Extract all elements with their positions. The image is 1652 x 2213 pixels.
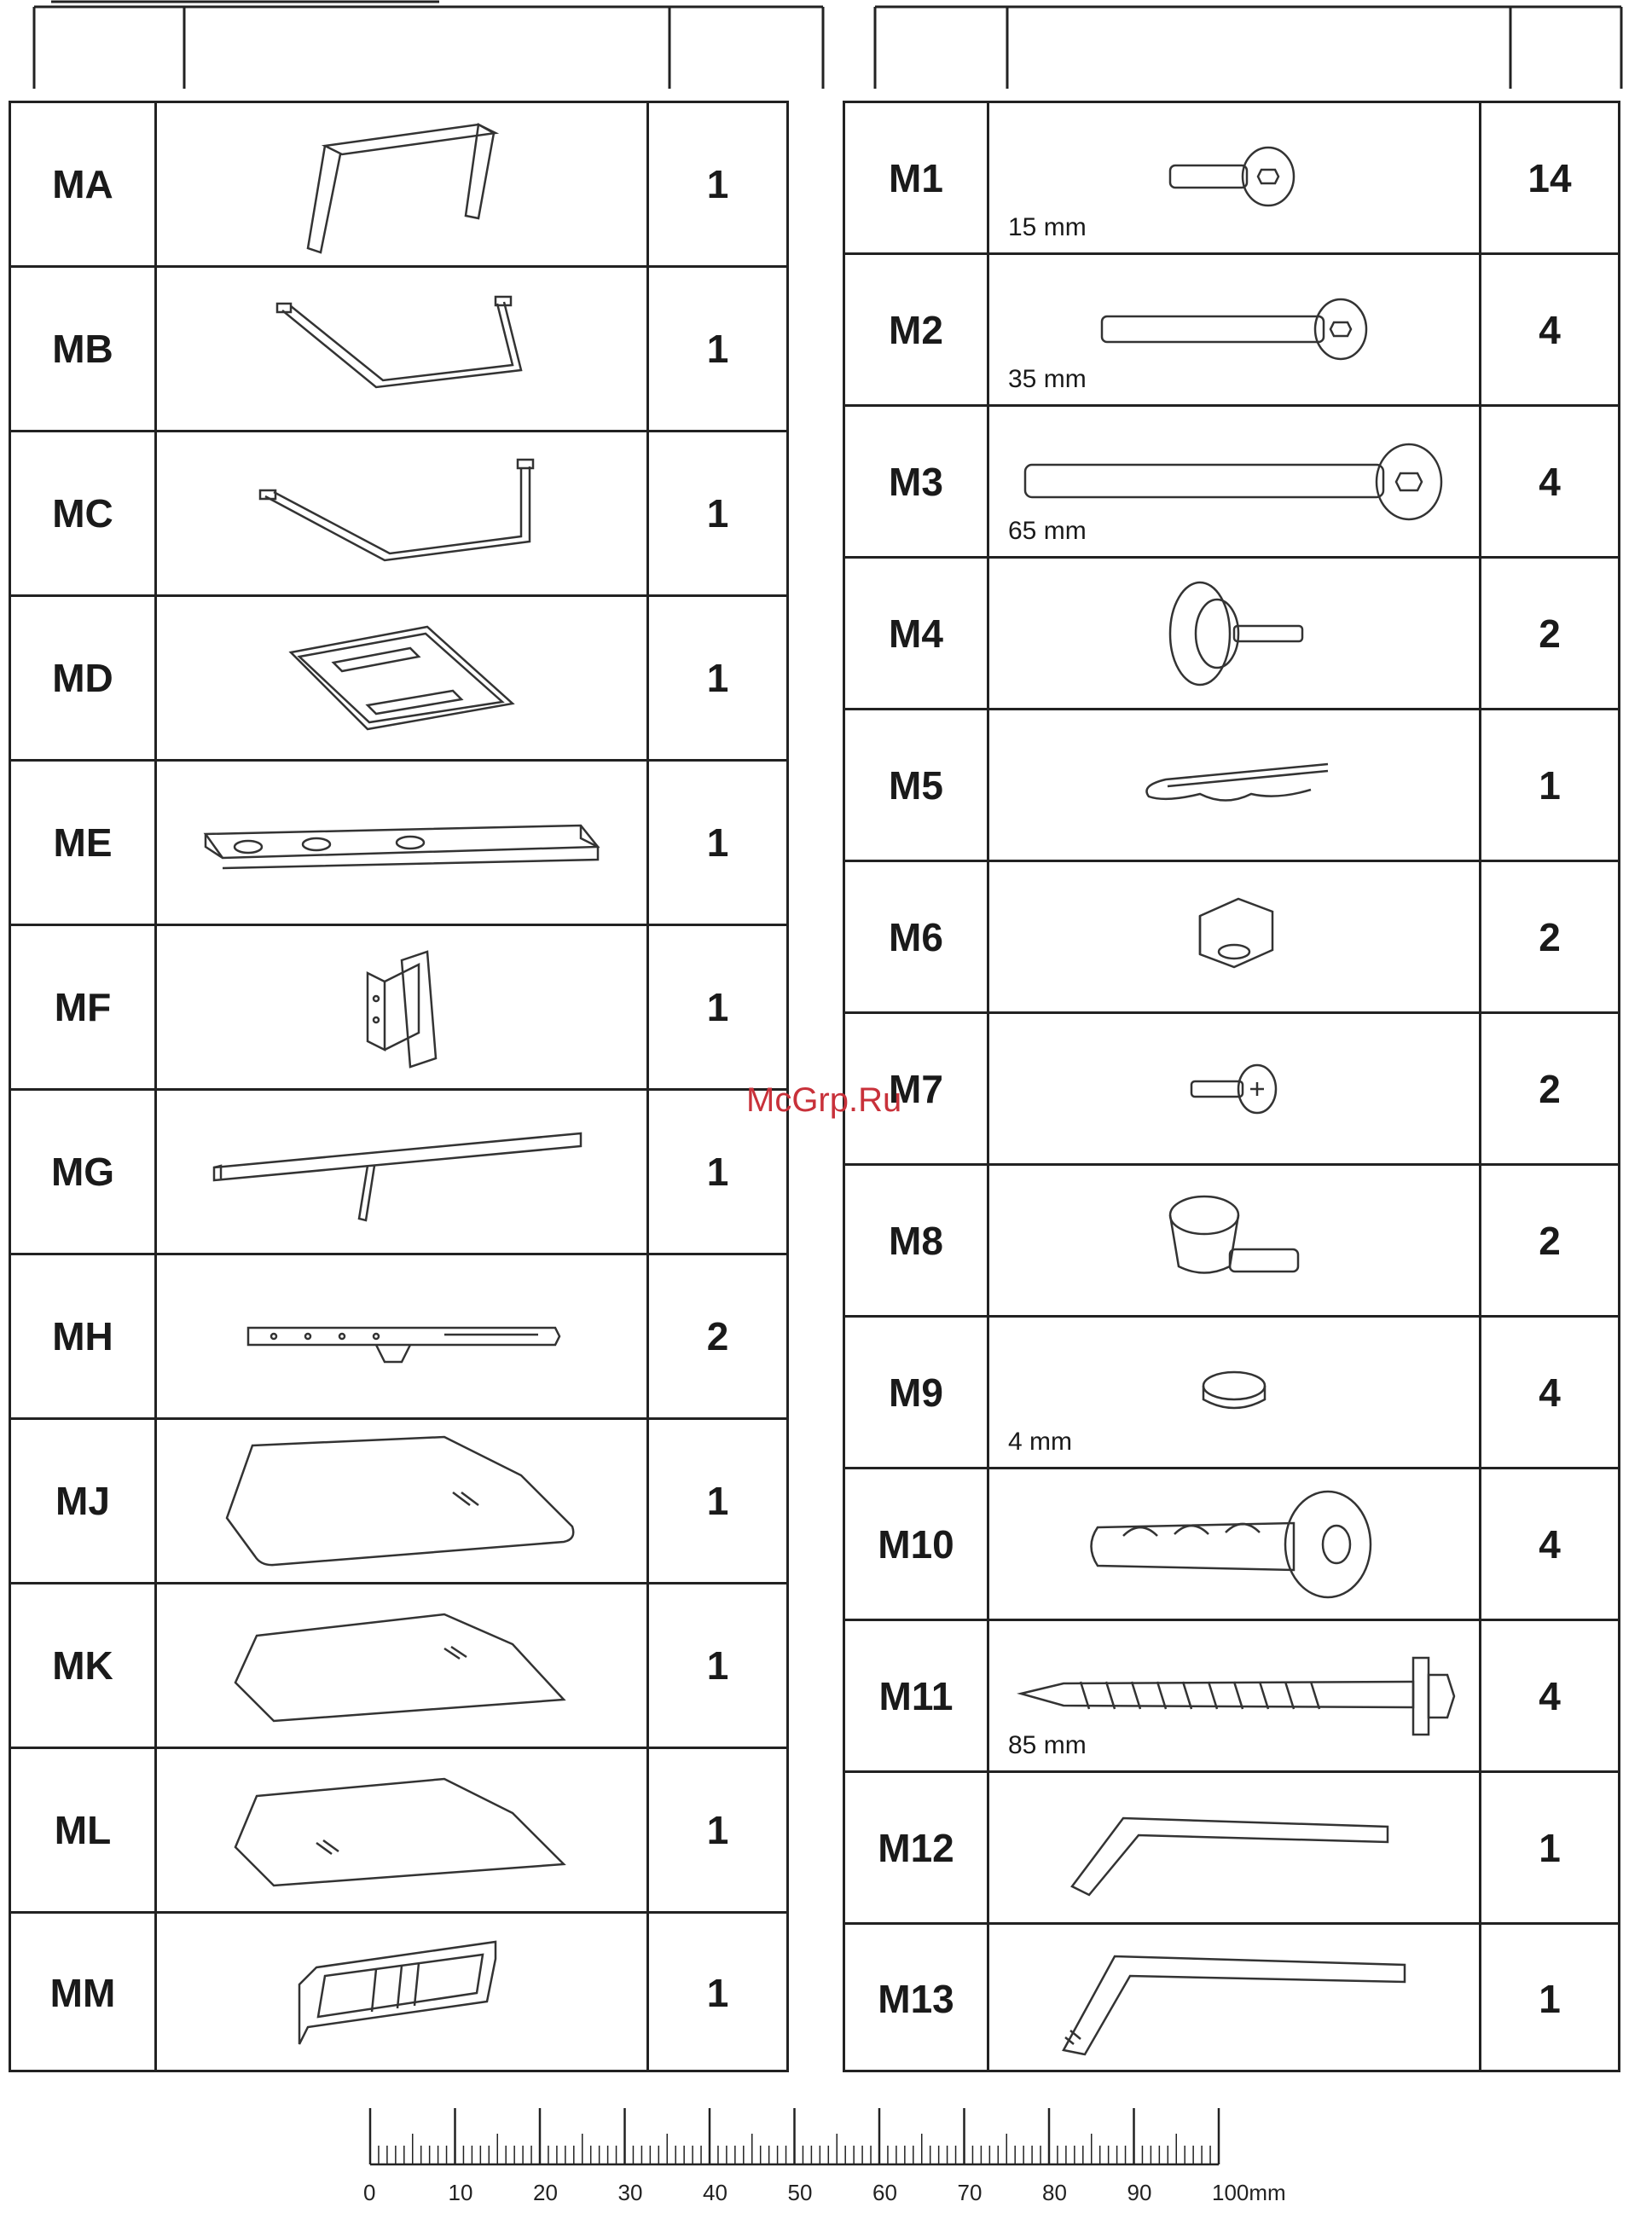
wall-plug-icon	[987, 1469, 1481, 1619]
table-row	[11, 762, 786, 926]
ruler-label: 100mm	[1212, 2180, 1286, 2205]
table-row	[11, 432, 786, 597]
table-row	[845, 103, 1618, 255]
table-row	[11, 1584, 786, 1749]
table-row	[845, 1925, 1618, 2072]
part-code: M10	[878, 1521, 954, 1567]
part-qty: 4	[1539, 1521, 1561, 1567]
part-qty: 14	[1527, 155, 1572, 200]
part-qty: 1	[706, 656, 729, 700]
cam-connector-icon	[987, 1166, 1481, 1315]
frame-leg-icon	[154, 103, 649, 265]
part-code: MJ	[55, 1479, 110, 1523]
part-qty: 1	[706, 1479, 729, 1523]
right-header-lines	[875, 7, 1626, 89]
part-qty: 4	[1539, 459, 1561, 504]
table-row	[11, 1420, 786, 1584]
part-qty: 2	[1539, 1066, 1561, 1111]
bolt-long-icon	[987, 407, 1481, 556]
bracket-frame-icon	[154, 432, 649, 594]
ruler-label: 50	[787, 2180, 813, 2205]
table-row	[845, 1014, 1618, 1166]
table-row	[845, 1469, 1618, 1621]
part-code: M13	[878, 1976, 954, 2021]
glass-shelf-large-icon	[154, 1420, 649, 1582]
table-row	[11, 268, 786, 432]
part-size: 4 mm	[1008, 1428, 1072, 1456]
ruler-label: 90	[1127, 2180, 1152, 2205]
part-code: ML	[54, 1808, 112, 1852]
mount-plate-icon	[154, 1914, 649, 2072]
part-code: M5	[889, 762, 943, 808]
table-row	[11, 1255, 786, 1420]
part-code: M7	[889, 1066, 943, 1111]
hinge-bracket-icon	[154, 926, 649, 1088]
part-size: 65 mm	[1008, 517, 1087, 545]
part-code: MA	[52, 162, 113, 206]
ruler-label: 30	[617, 2180, 643, 2205]
part-code: ME	[53, 820, 113, 865]
table-row	[845, 1621, 1618, 1773]
part-qty: 1	[706, 491, 729, 536]
part-qty: 1	[706, 985, 729, 1029]
table-row	[845, 710, 1618, 862]
part-code: M4	[889, 611, 943, 656]
ruler-label: 0	[363, 2180, 376, 2205]
part-code: MF	[54, 985, 112, 1029]
part-code: M3	[889, 459, 943, 504]
table-row	[11, 597, 786, 762]
screwdriver-key-icon	[987, 1925, 1481, 2072]
left-header	[34, 7, 827, 89]
part-qty: 1	[706, 1971, 729, 2015]
part-qty: 2	[1539, 914, 1561, 959]
table-row	[845, 559, 1618, 710]
part-code: MK	[52, 1643, 113, 1688]
part-code: MC	[52, 491, 113, 536]
small-screw-icon	[987, 1014, 1481, 1163]
ruler-label: 40	[703, 2180, 727, 2205]
part-code: MG	[50, 1150, 115, 1194]
long-bar-icon	[154, 1091, 649, 1253]
part-size: 35 mm	[1008, 365, 1087, 393]
ruler-label: 20	[533, 2180, 558, 2205]
tray-plate-icon	[154, 597, 649, 759]
bolt-medium-icon	[987, 255, 1481, 404]
table-row	[11, 1914, 786, 2072]
table-row	[845, 862, 1618, 1014]
table-row	[845, 407, 1618, 559]
part-qty: 2	[706, 1314, 729, 1359]
part-code: M11	[878, 1673, 954, 1718]
left-header-lines	[34, 7, 827, 89]
bolt-short-icon	[987, 103, 1481, 252]
part-code: M6	[889, 914, 943, 959]
glass-shelf-medium-icon	[154, 1584, 649, 1747]
part-qty: 4	[1539, 1370, 1561, 1415]
part-code: M8	[889, 1218, 943, 1263]
part-qty: 1	[706, 162, 729, 206]
part-size: 15 mm	[1008, 213, 1087, 241]
part-qty: 1	[1539, 1976, 1561, 2021]
part-code: MB	[52, 327, 113, 371]
measurement-ruler	[358, 2106, 1296, 2209]
watermark: McGrp.Ru	[746, 1081, 902, 1119]
glass-clamp-icon	[987, 862, 1481, 1011]
table-row	[11, 103, 786, 268]
part-qty: 1	[706, 820, 729, 865]
part-qty: 1	[706, 1643, 729, 1688]
glass-shelf-small-icon	[154, 1749, 649, 1911]
table-row	[11, 1091, 786, 1255]
part-code: MD	[52, 656, 113, 700]
knob-screw-icon	[987, 559, 1481, 708]
slotted-rail-icon	[154, 1255, 649, 1417]
table-row	[845, 1318, 1618, 1469]
part-qty: 1	[1539, 762, 1561, 808]
part-qty: 4	[1539, 1673, 1561, 1718]
table-row	[11, 926, 786, 1091]
hex-key-icon	[987, 1773, 1481, 1922]
ruler-scale	[358, 2106, 1296, 2209]
spring-clip-icon	[987, 710, 1481, 860]
part-qty: 1	[706, 1808, 729, 1852]
table-row	[845, 255, 1618, 407]
ruler-label: 60	[872, 2180, 897, 2205]
table-row	[845, 1166, 1618, 1318]
part-qty: 2	[1539, 611, 1561, 656]
part-code: MH	[52, 1314, 113, 1359]
u-frame-icon	[154, 268, 649, 430]
part-code: M1	[889, 155, 943, 200]
part-qty: 4	[1539, 307, 1561, 352]
ruler-label: 80	[1042, 2180, 1067, 2205]
bumper-pad-icon	[987, 1318, 1481, 1467]
part-qty: 2	[1539, 1218, 1561, 1263]
part-qty: 1	[706, 327, 729, 371]
right-header	[875, 7, 1626, 89]
right-parts-table	[843, 101, 1620, 2072]
part-code: M12	[878, 1825, 954, 1870]
part-code: M9	[889, 1370, 943, 1415]
part-code: MM	[49, 1971, 116, 2015]
crossbar-icon	[154, 762, 649, 924]
left-parts-table	[9, 101, 789, 2072]
part-size: 85 mm	[1008, 1731, 1087, 1759]
part-qty: 1	[1539, 1825, 1561, 1870]
table-row	[845, 1773, 1618, 1925]
ruler-label: 70	[957, 2180, 983, 2205]
table-row	[11, 1749, 786, 1914]
part-qty: 1	[706, 1150, 729, 1194]
wood-screw-icon	[987, 1621, 1481, 1770]
part-code: M2	[889, 307, 943, 352]
ruler-label: 10	[448, 2180, 473, 2205]
